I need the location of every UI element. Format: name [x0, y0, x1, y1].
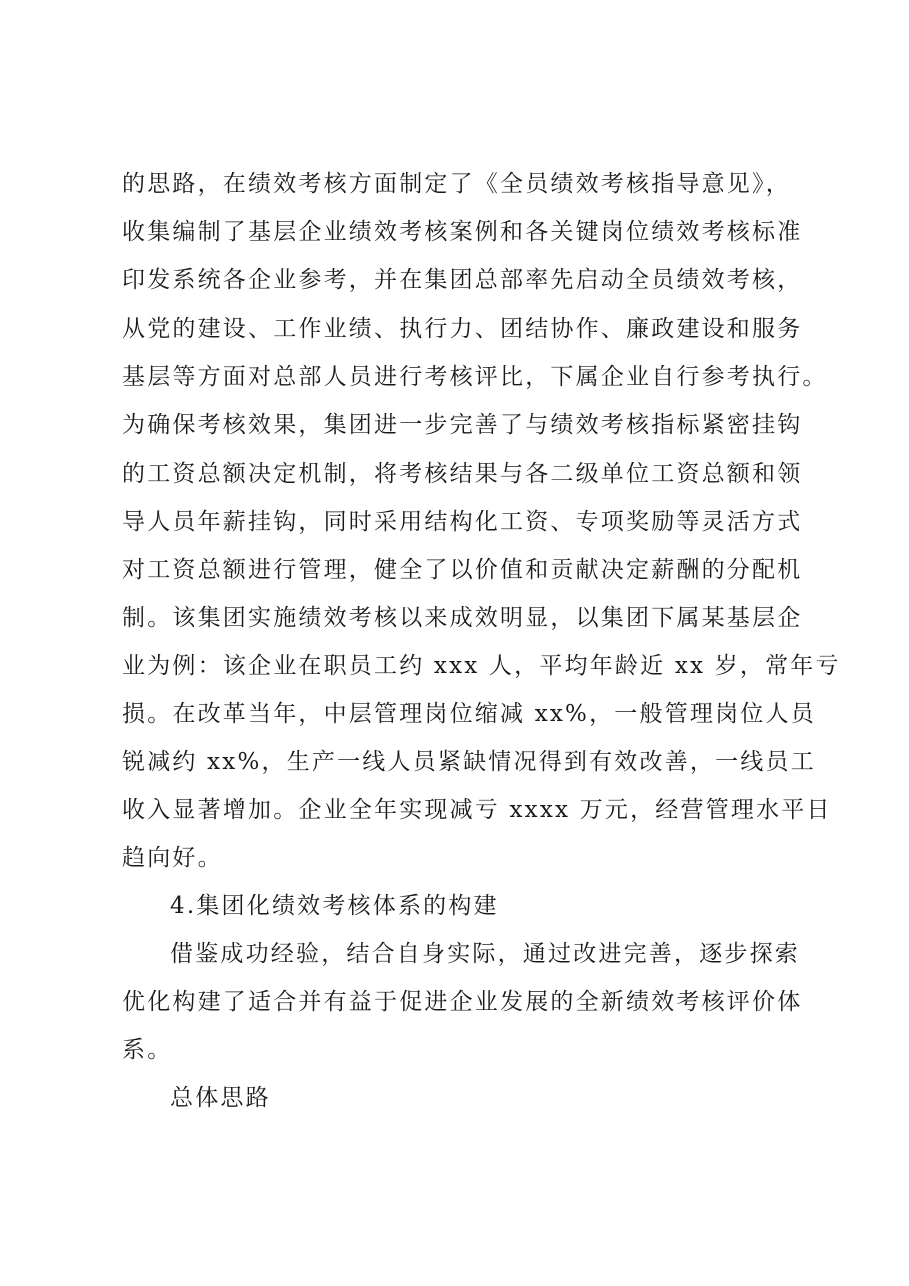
body-line: 趋向好。 — [122, 845, 223, 871]
section-paragraph-line: 借鉴成功经验，结合自身实际，通过改进完善，逐步探索 — [170, 941, 800, 967]
body-line: 为确保考核效果，集团进一步完善了与绩效考核指标紧密挂钩 — [122, 412, 803, 438]
body-line: 导人员年薪挂钩，同时采用结构化工资、专项奖励等灵活方式 — [122, 509, 803, 535]
section-paragraph-line: 优化构建了适合并有益于促进企业发展的全新绩效考核评价体 — [122, 989, 803, 1015]
section-heading: 4.集团化绩效考核体系的构建 — [170, 893, 499, 919]
body-line: 的工资总额决定机制，将考核结果与各二级单位工资总额和领 — [122, 461, 803, 487]
body-line: 基层等方面对总部人员进行考核评比，下属企业自行参考执行。 — [122, 364, 828, 390]
subheading: 总体思路 — [170, 1085, 271, 1111]
body-line: 损。在改革当年，中层管理岗位缩减 xx%，一般管理岗位人员 — [122, 701, 816, 727]
body-line: 收入显著增加。企业全年实现减亏 xxxx 万元，经营管理水平日 — [122, 797, 832, 823]
body-line: 的思路，在绩效考核方面制定了《全员绩效考核指导意见》， — [122, 171, 791, 197]
section-paragraph-line: 系。 — [122, 1037, 173, 1063]
body-line: 收集编制了基层企业绩效考核案例和各关键岗位绩效考核标准 — [122, 219, 803, 245]
body-line: 印发系统各企业参考，并在集团总部率先启动全员绩效考核， — [122, 267, 803, 293]
body-line: 对工资总额进行管理，健全了以价值和贡献决定薪酬的分配机 — [122, 557, 803, 583]
body-line: 锐减约 xx%，生产一线人员紧缺情况得到有效改善，一线员工 — [122, 749, 816, 775]
body-line: 从党的建设、工作业绩、执行力、团结协作、廉政建设和服务 — [122, 316, 803, 342]
body-line: 制。该集团实施绩效考核以来成效明显，以集团下属某基层企 — [122, 605, 803, 631]
body-line: 业为例：该企业在职员工约 xxx 人，平均年龄近 xx 岁，常年亏 — [122, 653, 841, 679]
